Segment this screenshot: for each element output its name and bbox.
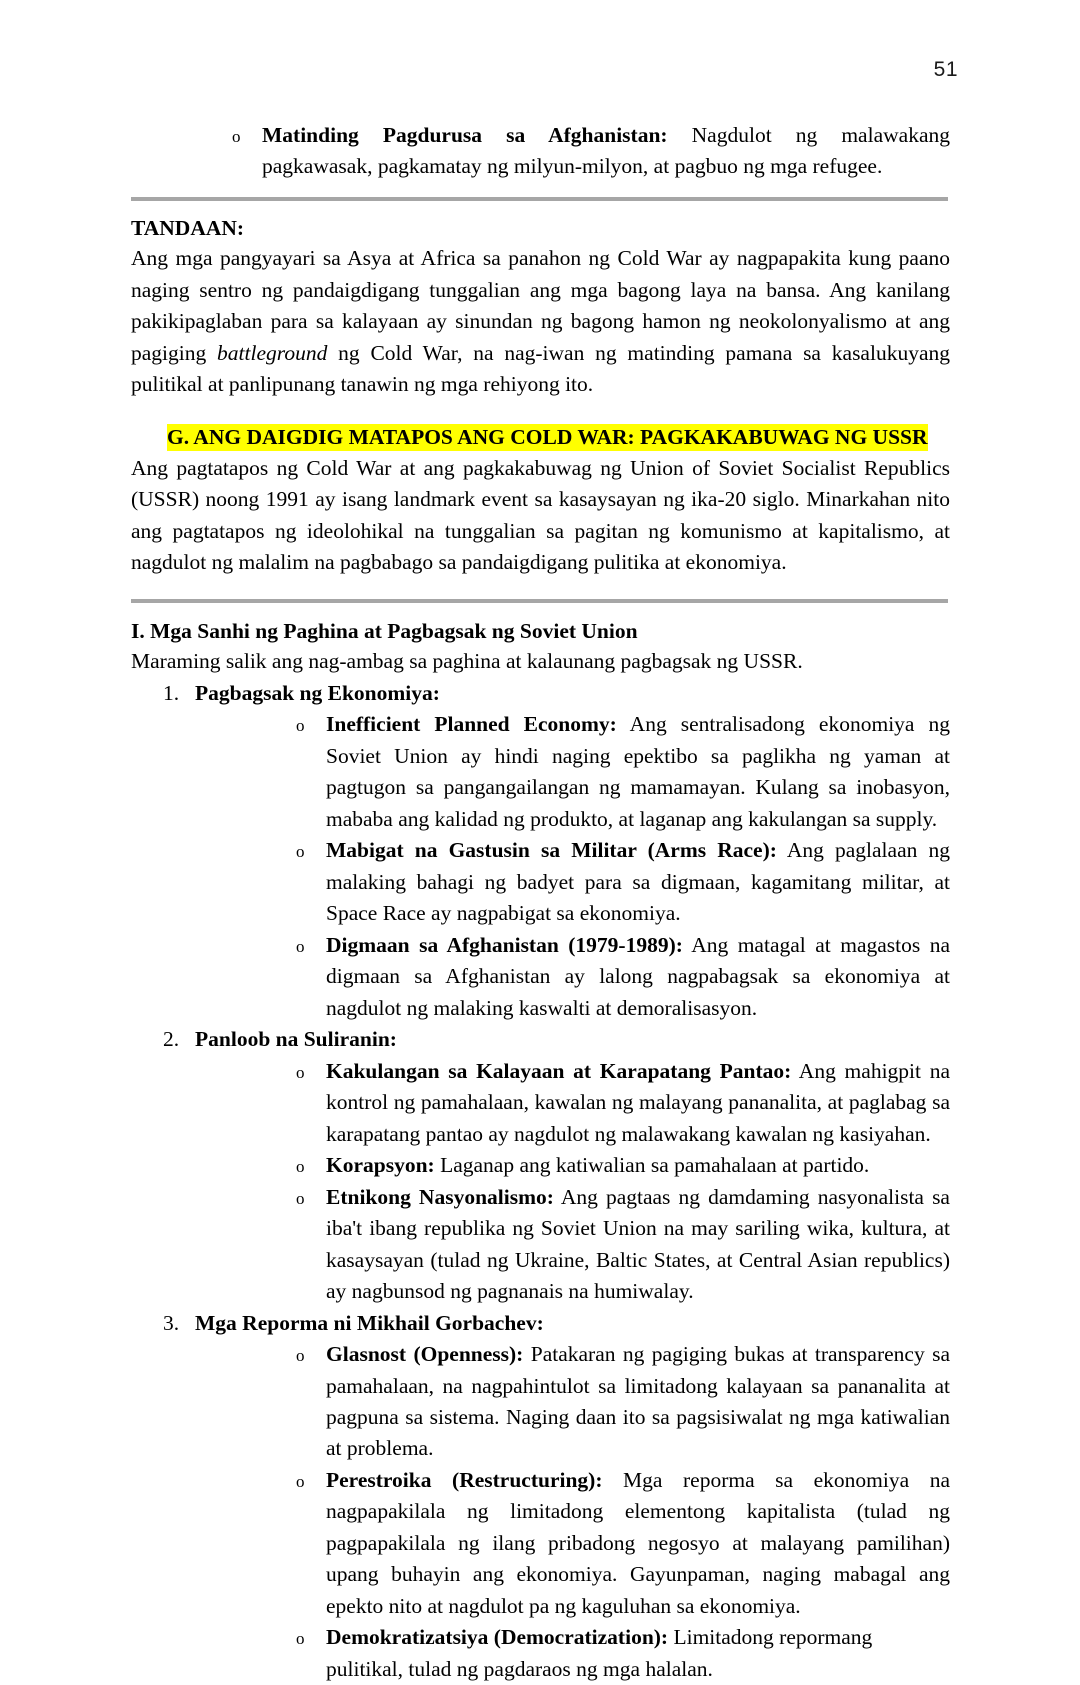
section-i-intro: Maraming salik ang nag-ambag sa paghina at kalaunang pagbagsak ng USSR. (131, 649, 803, 674)
bullet-term: Demokratizatsiya (Democratization): (326, 1625, 669, 1650)
bullet-description: Ang pagtaas ng damdaming nasyonalista sa iba't ibang republika ng Soviet Union na may sariling wika, kultura, at kasaysayan (tulad ng Ukraine, Baltic States, at Central Asian republics) ay nagbunsod ng pagnanais na humiwalay. (326, 1184, 950, 1304)
bullet-circle-icon: o (296, 1157, 305, 1177)
bullet-term: Inefficient Planned Economy: (326, 712, 617, 737)
bullet-term: Korapsyon: (326, 1153, 435, 1178)
divider-2-wrap (131, 599, 950, 603)
list-item (195, 1465, 950, 1622)
section-g-header-row (131, 423, 950, 452)
bullet-description: Laganap ang katiwalian sa pamahalaan at partido. (434, 1153, 870, 1178)
list-item (195, 1622, 950, 1685)
sub-bullet-list (195, 1339, 950, 1685)
bullet-body (262, 120, 950, 183)
bullet-term: Digmaan sa Afghanistan (1979-1989): (326, 932, 683, 957)
tandaan-italic-term: battleground (217, 340, 328, 365)
bullet-circle-icon: o (296, 1346, 305, 1366)
list-item (195, 1339, 950, 1465)
tandaan-paragraph (131, 243, 950, 400)
bullet-description: Ang paglalaan ng malaking bahagi ng badyet para sa digmaan, kagamitang militar, at Space Race ay nagpabigat sa ekonomiya. (326, 838, 950, 926)
page-number: 51 (933, 58, 958, 81)
bullet-body (326, 1182, 950, 1308)
bullet-body (326, 930, 950, 1024)
list-item (195, 1182, 950, 1308)
bullet-term: Glasnost (Openness): (326, 1342, 524, 1367)
numbered-item-title: Panloob na Suliranin: (195, 1027, 397, 1052)
bullet-circle-icon: o (296, 936, 305, 956)
bullet-description: Ang mahigpit na kontrol ng pamahalaan, kawalan ng malayang pananalita, at paglabag sa karapatang pantao ay nagdulot ng malawakang kawalan ng kasiyahan. (326, 1058, 950, 1146)
list-item (195, 709, 950, 835)
bullet-circle-icon: o (296, 842, 305, 862)
bullet-description: Limitadong repormang pulitikal, tulad ng pagdaraos ng mga halalan. (326, 1625, 873, 1681)
sub-bullet-list (195, 709, 950, 1024)
bullet-body (326, 835, 950, 929)
numbered-item-3 (131, 1308, 950, 1685)
bullet-term: Kakulangan sa Kalayaan at Karapatang Pantao: (326, 1058, 792, 1083)
bullet-body (326, 709, 950, 835)
sub-bullet-list (195, 1056, 950, 1308)
horizontal-divider (131, 197, 948, 201)
list-number: 1. (163, 680, 180, 705)
causes-numbered-list (131, 678, 950, 1685)
bullet-circle-icon: o (232, 127, 241, 146)
numbered-item-title: Pagbagsak ng Ekonomiya: (195, 680, 440, 705)
bullet-body (326, 1622, 950, 1685)
section-i-heading: I. Mga Sanhi ng Paghina at Pagbagsak ng Soviet Union (131, 618, 638, 643)
section-g-paragraph: Ang pagtatapos ng Cold War at ang pagkakabuwag ng Union of Soviet Socialist Republics (USSR) noong 1991 ay isang landmark event sa kasaysayan ng ika-20 siglo. Minarkahan nito ang pagtatapos ng ideolohikal na tunggalian sa pagitan ng komunismo at kapitalismo, at nagdulot ng malalim na pagbabago sa pandaigdigang pulitika at ekonomiya. (131, 455, 950, 575)
divider-1-wrap (131, 197, 950, 201)
bullet-description: Ang sentralisadong ekonomiya ng Soviet Union ay hindi naging epektibo sa paglikha ng yaman at pagtugon sa pangangailangan ng mamamayan. Kulang sa inobasyon, mababa ang kalidad ng produkto, at laganap ang kakulangan sa supply. (326, 712, 950, 831)
bullet-body (326, 1465, 950, 1622)
list-item (195, 1150, 950, 1181)
bullet-term: Mabigat na Gastusin sa Militar (Arms Race): (326, 838, 777, 863)
bullet-term: Matinding Pagdurusa sa Afghanistan: (262, 123, 668, 147)
carryover-bullet-list (131, 120, 950, 183)
bullet-body (326, 1056, 950, 1150)
bullet-term: Perestroika (Restructuring): (326, 1467, 603, 1492)
section-g-heading: G. ANG DAIGDIG MATAPOS ANG COLD WAR: PAGKAKABUWAG NG USSR (167, 424, 928, 449)
bullet-circle-icon: o (296, 1062, 305, 1082)
tandaan-part1: Ang mga pangyayari sa Asya at Africa sa panahon ng Cold War ay nagpapakita kung paano naging sentro ng pandaigdigang tunggalian ang mga bagong laya na bansa. Ang kanilang pakikipaglaban para sa kalayaan ay sinundan ng bagong hamon ng neokolonyalismo at ang pagiging (131, 246, 950, 365)
bullet-circle-icon: o (296, 1188, 305, 1208)
bullet-description: Mga reporma sa ekonomiya na nagpapakilala ng limitadong elementong kapitalista (tulad ng pagpapakilala ng ilang pribadong negosyo at malayang pamilihan) upang buhayin ang ekonomiya. Gayunpaman, naging mabagal ang epekto nito at nagdulot pa ng kaguluhan sa ekonomiya. (326, 1467, 950, 1618)
page-content (131, 120, 950, 1685)
numbered-item-title: Mga Reporma ni Mikhail Gorbachev: (195, 1310, 544, 1335)
bullet-description: Nagdulot ng malawakang pagkawasak, pagkamatay ng milyun-milyon, at pagbuo ng mga refugee. (262, 123, 950, 179)
list-number: 2. (163, 1027, 180, 1052)
numbered-item-2 (131, 1024, 950, 1307)
tandaan-part2: ng Cold War, na nag-iwan ng matinding pamana sa kasalukuyang pulitikal at panlipunang tanawin ng mga rehiyong ito. (131, 340, 950, 397)
bullet-circle-icon: o (296, 716, 305, 736)
bullet-term: Etnikong Nasyonalismo: (326, 1184, 554, 1209)
bullet-circle-icon: o (296, 1471, 305, 1491)
bullet-description: Patakaran ng pagiging bukas at transparency sa pamahalaan, na nagpahintulot sa limitadong kalayaan sa pananalita at pagpuna sa sistema. Naging daan ito sa pagsisiwalat ng mga katiwalian at problema. (326, 1342, 950, 1461)
bullet-body (326, 1150, 950, 1181)
bullet-circle-icon: o (296, 1629, 305, 1649)
list-item (131, 120, 950, 183)
horizontal-divider (131, 599, 948, 603)
bullet-body (326, 1339, 950, 1465)
list-item (195, 835, 950, 929)
list-item (195, 930, 950, 1024)
list-number: 3. (163, 1310, 180, 1335)
list-item (195, 1056, 950, 1150)
tandaan-title: TANDAAN: (131, 215, 245, 240)
bullet-description: Ang matagal at magastos na digmaan sa Afghanistan ay lalong nagpabagsak sa ekonomiya at nagdulot ng malaking kaswalti at demoralisasyon. (326, 932, 950, 1020)
numbered-item-1 (131, 678, 950, 1024)
